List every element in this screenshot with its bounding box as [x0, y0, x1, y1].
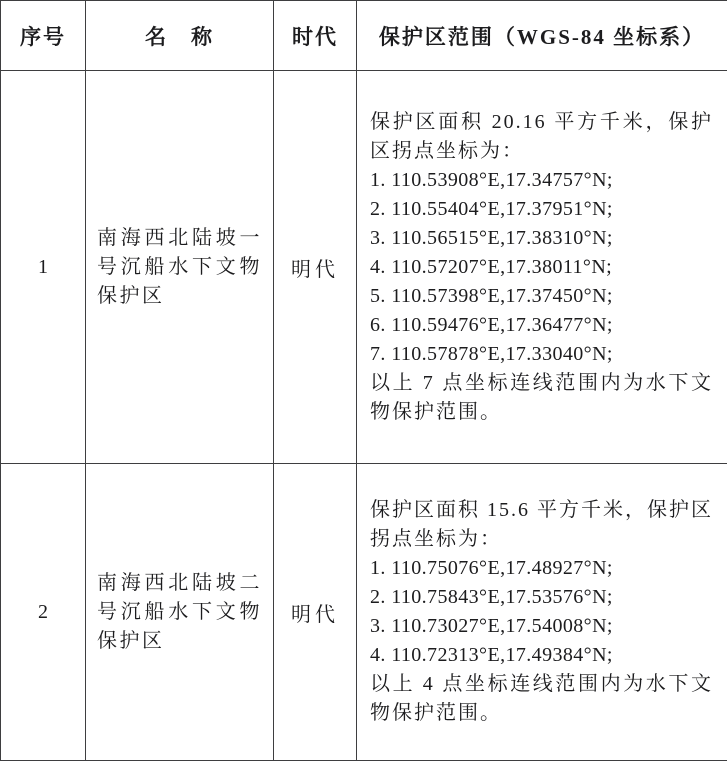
row-index: 2 [1, 464, 86, 761]
coordinate-point: 2. 110.55404°E,17.37951°N; [370, 197, 613, 220]
column-header-range: 保护区范围（WGS-84 坐标系） [357, 1, 727, 71]
coordinate-point: 5. 110.57398°E,17.37450°N; [370, 284, 613, 307]
coordinate-point: 4. 110.57207°E,17.38011°N; [370, 255, 613, 278]
zone-range [357, 464, 727, 761]
coordinate-point: 7. 110.57878°E,17.33040°N; [370, 342, 613, 365]
coordinate-point: 3. 110.73027°E,17.54008°N; [370, 615, 613, 637]
coordinate-point: 1. 110.53908°E,17.34757°N; [370, 168, 613, 191]
coordinate-point: 3. 110.56515°E,17.38310°N; [370, 226, 613, 249]
range-intro: 保护区面积 15.6 平方千米，保护区拐点坐标为： [370, 499, 713, 550]
table-header-row [1, 1, 727, 71]
range-intro: 保护区面积 20.16 平方千米，保护区拐点坐标为： [370, 110, 713, 162]
coordinate-point: 2. 110.75843°E,17.53576°N; [370, 586, 613, 608]
zone-era: 明代 [274, 464, 357, 761]
coordinate-point: 1. 110.75076°E,17.48927°N; [370, 557, 613, 579]
zone-era: 明代 [274, 71, 357, 464]
range-outro: 以上 7 点坐标连线范围内为水下文物保护范围。 [370, 371, 713, 423]
row-index: 1 [1, 71, 86, 464]
column-header-era: 时代 [274, 1, 357, 71]
range-outro: 以上 4 点坐标连线范围内为水下文物保护范围。 [370, 673, 713, 724]
column-header-name: 名 称 [86, 1, 274, 71]
zone-range [357, 71, 727, 464]
zone-name: 南海西北陆坡二号沉船水下文物保护区 [86, 464, 274, 761]
table-row [1, 464, 727, 761]
coordinate-point: 4. 110.72313°E,17.49384°N; [370, 644, 613, 666]
zone-name: 南海西北陆坡一号沉船水下文物保护区 [86, 71, 274, 464]
table-row [1, 71, 727, 464]
coordinate-point: 6. 110.59476°E,17.36477°N; [370, 313, 613, 336]
column-header-index: 序号 [1, 1, 86, 71]
